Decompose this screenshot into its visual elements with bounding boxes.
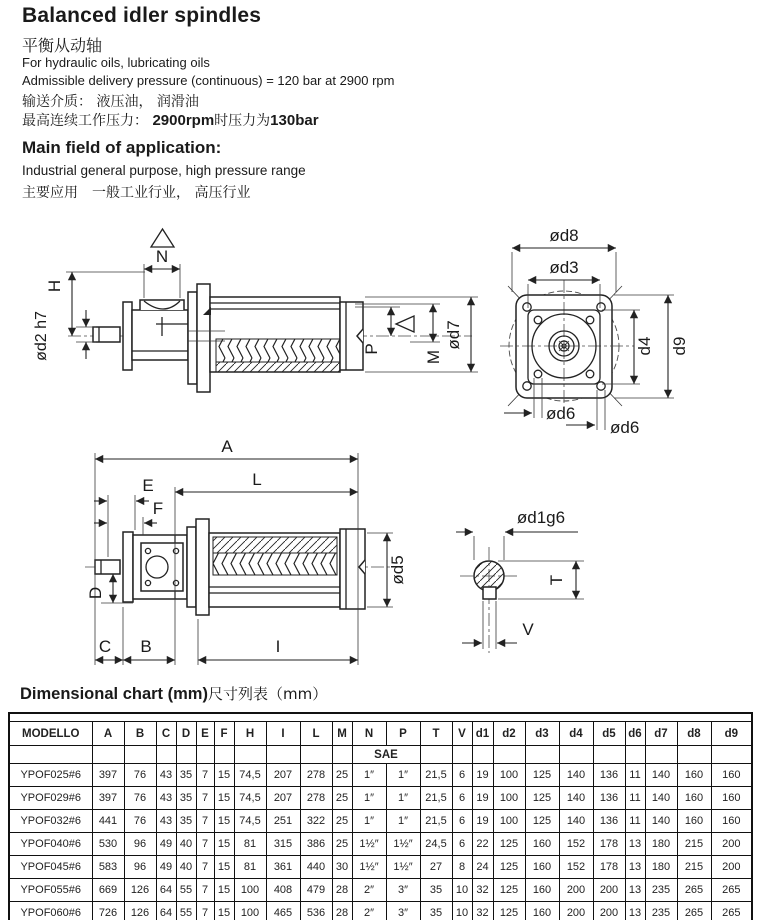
- col-header-f: F: [214, 722, 234, 746]
- value-cell: 13: [625, 833, 645, 856]
- value-cell: 160: [711, 764, 752, 787]
- value-cell: 35: [176, 764, 196, 787]
- mount-flange-plate1: [188, 292, 197, 384]
- value-cell: 13: [625, 902, 645, 920]
- value-cell: 6: [452, 787, 472, 810]
- value-cell: 76: [124, 764, 156, 787]
- dim-label-d6-left: ød6: [546, 404, 576, 423]
- value-cell: 440: [300, 856, 332, 879]
- value-cell: 6: [452, 764, 472, 787]
- chart-title-zh: 尺寸列表（mm）: [207, 685, 328, 703]
- value-cell: 10: [452, 902, 472, 920]
- value-cell: 15: [214, 810, 234, 833]
- value-cell: 397: [92, 764, 124, 787]
- table-row: [9, 833, 752, 856]
- value-cell: 22: [472, 833, 493, 856]
- value-cell: 49: [156, 833, 176, 856]
- value-cell: 2″: [352, 879, 386, 902]
- model-cell: YPOF055#6: [9, 879, 92, 902]
- value-cell: 140: [645, 764, 677, 787]
- value-cell: 27: [420, 856, 452, 879]
- application-heading: Main field of application:: [22, 138, 222, 157]
- dim-label-l: L: [252, 470, 262, 489]
- front-plate: [123, 302, 132, 370]
- value-cell: 278: [300, 787, 332, 810]
- value-cell: 15: [214, 764, 234, 787]
- value-cell: 21,5: [420, 764, 452, 787]
- value-cell: 726: [92, 902, 124, 920]
- value-cell: 15: [214, 856, 234, 879]
- value-cell: 28: [332, 902, 352, 920]
- value-cell: 251: [266, 810, 300, 833]
- subheader-cell: [525, 746, 559, 764]
- value-cell: 19: [472, 787, 493, 810]
- model-cell: YPOF045#6: [9, 856, 92, 879]
- subheader-cell: [234, 746, 266, 764]
- value-cell: 265: [711, 879, 752, 902]
- pressure-rpm-value: 2900rpm: [152, 112, 215, 129]
- model-cell: YPOF040#6: [9, 833, 92, 856]
- dim-label-v: V: [522, 620, 534, 639]
- page-title-zh: 平衡从动轴: [22, 36, 103, 55]
- col-header-d1: d1: [472, 722, 493, 746]
- value-cell: 40: [176, 856, 196, 879]
- value-cell: 49: [156, 856, 176, 879]
- value-cell: 7: [196, 879, 214, 902]
- value-cell: 125: [525, 764, 559, 787]
- col-header-b: B: [124, 722, 156, 746]
- value-cell: 265: [677, 902, 711, 920]
- value-cell: 13: [625, 879, 645, 902]
- value-cell: 100: [234, 879, 266, 902]
- shaft-section-drawing: [448, 493, 653, 658]
- mount-flange-plate2: [196, 519, 209, 615]
- dim-label-d1: ød1g6: [516, 508, 566, 527]
- value-cell: 160: [677, 810, 711, 833]
- value-cell: 140: [559, 810, 593, 833]
- value-cell: 7: [196, 856, 214, 879]
- value-cell: 178: [593, 833, 625, 856]
- description-media-zh: 输送介质： 液压油， 润滑油: [22, 94, 199, 110]
- value-cell: 160: [525, 856, 559, 879]
- value-cell: 265: [677, 879, 711, 902]
- port-block: [141, 543, 183, 591]
- value-cell: 24: [472, 856, 493, 879]
- value-cell: 3″: [386, 879, 420, 902]
- value-cell: 200: [593, 879, 625, 902]
- value-cell: 1″: [352, 787, 386, 810]
- col-header-m: M: [332, 722, 352, 746]
- flange-view-drawing: [488, 222, 753, 440]
- col-header-d: D: [176, 722, 196, 746]
- col-header-c: C: [156, 722, 176, 746]
- subheader-cell: [92, 746, 124, 764]
- col-header-d5: d5: [593, 722, 625, 746]
- value-cell: 152: [559, 833, 593, 856]
- value-cell: 1″: [386, 810, 420, 833]
- col-header-i: I: [266, 722, 300, 746]
- value-cell: 35: [420, 902, 452, 920]
- col-header-d6: d6: [625, 722, 645, 746]
- screw-hatch: [213, 537, 337, 553]
- value-cell: 43: [156, 764, 176, 787]
- pressure-zh-mid: 时压力为: [214, 113, 271, 129]
- value-cell: 125: [525, 787, 559, 810]
- col-header-h: H: [234, 722, 266, 746]
- value-cell: 7: [196, 764, 214, 787]
- col-header-a: A: [92, 722, 124, 746]
- dimension-table: [8, 712, 753, 920]
- value-cell: 315: [266, 833, 300, 856]
- subheader-cell: [420, 746, 452, 764]
- key: [483, 587, 496, 599]
- model-cell: YPOF029#6: [9, 787, 92, 810]
- col-header-d2: d2: [493, 722, 525, 746]
- value-cell: 1″: [386, 764, 420, 787]
- table-subheader-row: [9, 746, 752, 764]
- value-cell: 441: [92, 810, 124, 833]
- value-cell: 13: [625, 856, 645, 879]
- value-cell: 76: [124, 810, 156, 833]
- subheader-cell: [9, 746, 92, 764]
- value-cell: 160: [677, 787, 711, 810]
- value-cell: 55: [176, 902, 196, 920]
- value-cell: 136: [593, 764, 625, 787]
- dim-label-a: A: [221, 437, 233, 456]
- dim-label-d9: d9: [670, 336, 689, 356]
- value-cell: 11: [625, 810, 645, 833]
- model-cell: YPOF032#6: [9, 810, 92, 833]
- length-view-drawing: [85, 437, 445, 669]
- chart-heading: [20, 683, 327, 704]
- value-cell: 160: [525, 879, 559, 902]
- value-cell: 125: [493, 833, 525, 856]
- value-cell: 15: [214, 833, 234, 856]
- dim-label-d3: ød3: [549, 258, 579, 277]
- value-cell: 1½″: [386, 833, 420, 856]
- value-cell: 1″: [352, 764, 386, 787]
- value-cell: 96: [124, 856, 156, 879]
- value-cell: 180: [645, 856, 677, 879]
- dim-label-d4: d4: [635, 336, 654, 356]
- subheader-cell: [176, 746, 196, 764]
- value-cell: 6: [452, 833, 472, 856]
- value-cell: 11: [625, 764, 645, 787]
- col-header-d8: d8: [677, 722, 711, 746]
- table-row: [9, 764, 752, 787]
- sae-cell: SAE: [352, 746, 420, 764]
- dim-label-i: I: [275, 637, 281, 656]
- value-cell: 15: [214, 902, 234, 920]
- application-line: Industrial general purpose, high pressure range: [22, 163, 306, 178]
- value-cell: 55: [176, 879, 196, 902]
- dim-label-d: D: [86, 586, 105, 600]
- value-cell: 265: [711, 902, 752, 920]
- mount-flange-plate2: [197, 284, 210, 392]
- spacer-cell: [9, 713, 752, 722]
- value-cell: 7: [196, 833, 214, 856]
- pump-body: [132, 310, 188, 360]
- value-cell: 81: [234, 833, 266, 856]
- value-cell: 8: [452, 856, 472, 879]
- dim-label-e: E: [142, 476, 154, 495]
- dim-label-d8: ød8: [549, 226, 579, 245]
- subheader-cell: [196, 746, 214, 764]
- screw-herringbone: [213, 553, 337, 575]
- side-view-drawing: [10, 220, 480, 410]
- col-header-n: N: [352, 722, 386, 746]
- col-header-d9: d9: [711, 722, 752, 746]
- value-cell: 215: [677, 833, 711, 856]
- value-cell: 1″: [386, 787, 420, 810]
- value-cell: 200: [711, 856, 752, 879]
- value-cell: 10: [452, 879, 472, 902]
- value-cell: 140: [645, 787, 677, 810]
- dim-label-c: C: [98, 637, 112, 656]
- value-cell: 669: [92, 879, 124, 902]
- col-header-d3: d3: [525, 722, 559, 746]
- value-cell: 21,5: [420, 787, 452, 810]
- value-cell: 235: [645, 902, 677, 920]
- value-cell: 160: [677, 764, 711, 787]
- dim-label-d5: ød5: [388, 555, 407, 585]
- value-cell: 3″: [386, 902, 420, 920]
- value-cell: 215: [677, 856, 711, 879]
- value-cell: 100: [493, 810, 525, 833]
- subheader-cell: [266, 746, 300, 764]
- input-shaft: [95, 560, 120, 574]
- value-cell: 74,5: [234, 764, 266, 787]
- value-cell: 1″: [352, 810, 386, 833]
- value-cell: 35: [176, 810, 196, 833]
- table-row: [9, 856, 752, 879]
- value-cell: 397: [92, 787, 124, 810]
- value-cell: 140: [645, 810, 677, 833]
- value-cell: 278: [300, 764, 332, 787]
- value-cell: 21,5: [420, 810, 452, 833]
- value-cell: 76: [124, 787, 156, 810]
- front-plate: [123, 532, 133, 602]
- value-cell: 32: [472, 902, 493, 920]
- description-oils: For hydraulic oils, lubricating oils: [22, 55, 210, 70]
- value-cell: 126: [124, 902, 156, 920]
- model-cell: YPOF025#6: [9, 764, 92, 787]
- value-cell: 583: [92, 856, 124, 879]
- col-header-v: V: [452, 722, 472, 746]
- value-cell: 7: [196, 810, 214, 833]
- value-cell: 35: [176, 787, 196, 810]
- value-cell: 125: [525, 810, 559, 833]
- value-cell: 19: [472, 764, 493, 787]
- col-header-p: P: [386, 722, 420, 746]
- value-cell: 235: [645, 879, 677, 902]
- value-cell: 96: [124, 833, 156, 856]
- value-cell: 200: [711, 833, 752, 856]
- value-cell: 40: [176, 833, 196, 856]
- value-cell: 152: [559, 856, 593, 879]
- col-header-modello: MODELLO: [9, 722, 92, 746]
- value-cell: 64: [156, 902, 176, 920]
- value-cell: 43: [156, 810, 176, 833]
- value-cell: 24,5: [420, 833, 452, 856]
- value-cell: 2″: [352, 902, 386, 920]
- value-cell: 43: [156, 787, 176, 810]
- value-cell: 100: [234, 902, 266, 920]
- col-header-l: L: [300, 722, 332, 746]
- input-shaft: [93, 327, 120, 342]
- value-cell: 200: [593, 902, 625, 920]
- value-cell: 1½″: [386, 856, 420, 879]
- value-cell: 160: [711, 810, 752, 833]
- subheader-cell: [156, 746, 176, 764]
- value-cell: 1½″: [352, 833, 386, 856]
- subheader-cell: [214, 746, 234, 764]
- subheader-cell: [559, 746, 593, 764]
- value-cell: 140: [559, 764, 593, 787]
- value-cell: 100: [493, 787, 525, 810]
- value-cell: 140: [559, 787, 593, 810]
- value-cell: 81: [234, 856, 266, 879]
- dim-label-h: H: [45, 279, 64, 293]
- subheader-cell: [472, 746, 493, 764]
- value-cell: 32: [472, 879, 493, 902]
- subheader-cell: [300, 746, 332, 764]
- subheader-cell: [677, 746, 711, 764]
- dim-label-n: N: [155, 247, 169, 266]
- surface-finish-icon: [396, 316, 414, 332]
- dim-label-t: T: [547, 574, 566, 586]
- dim-label-d2: ød2 h7: [33, 311, 50, 361]
- chart-title: Dimensional chart (mm): [20, 685, 208, 703]
- value-cell: 100: [493, 764, 525, 787]
- description-pressure-zh: [22, 110, 319, 130]
- value-cell: 386: [300, 833, 332, 856]
- value-cell: 322: [300, 810, 332, 833]
- value-cell: 15: [214, 879, 234, 902]
- value-cell: 200: [559, 879, 593, 902]
- value-cell: 136: [593, 787, 625, 810]
- value-cell: 479: [300, 879, 332, 902]
- subheader-cell: [625, 746, 645, 764]
- value-cell: 7: [196, 902, 214, 920]
- value-cell: 74,5: [234, 810, 266, 833]
- value-cell: 15: [214, 787, 234, 810]
- subheader-cell: [332, 746, 352, 764]
- model-cell: YPOF060#6: [9, 902, 92, 920]
- dim-label-f: F: [152, 499, 164, 518]
- value-cell: 180: [645, 833, 677, 856]
- value-cell: 207: [266, 787, 300, 810]
- value-cell: 7: [196, 787, 214, 810]
- dim-label-b: B: [140, 637, 152, 656]
- value-cell: 200: [559, 902, 593, 920]
- table-row: [9, 879, 752, 902]
- surface-finish-icon: [151, 229, 174, 247]
- value-cell: 25: [332, 810, 352, 833]
- value-cell: 160: [711, 787, 752, 810]
- dim-label-m: M: [424, 349, 443, 365]
- screw-hatch: [216, 362, 340, 372]
- value-cell: 465: [266, 902, 300, 920]
- value-cell: 25: [332, 764, 352, 787]
- subheader-cell: [124, 746, 156, 764]
- value-cell: 160: [525, 833, 559, 856]
- value-cell: 11: [625, 787, 645, 810]
- subheader-cell: [645, 746, 677, 764]
- value-cell: 408: [266, 879, 300, 902]
- description-pressure: Admissible delivery pressure (continuous) = 120 bar at 2900 rpm: [22, 73, 395, 88]
- value-cell: 64: [156, 879, 176, 902]
- table-header-row: [9, 722, 752, 746]
- value-cell: 1½″: [352, 856, 386, 879]
- value-cell: 28: [332, 879, 352, 902]
- value-cell: 160: [525, 902, 559, 920]
- table-row: [9, 787, 752, 810]
- screw-herringbone: [216, 339, 340, 362]
- table-row: [9, 810, 752, 833]
- value-cell: 19: [472, 810, 493, 833]
- subheader-cell: [452, 746, 472, 764]
- value-cell: 6: [452, 810, 472, 833]
- subheader-cell: [593, 746, 625, 764]
- value-cell: 136: [593, 810, 625, 833]
- value-cell: 125: [493, 856, 525, 879]
- page-title: Balanced idler spindles: [22, 4, 262, 27]
- value-cell: 207: [266, 764, 300, 787]
- dim-label-d6-right: ød6: [610, 418, 640, 437]
- table-row: [9, 902, 752, 920]
- value-cell: 25: [332, 833, 352, 856]
- value-cell: 25: [332, 787, 352, 810]
- value-cell: 361: [266, 856, 300, 879]
- application-line-zh: 主要应用 一般工业行业， 高压行业: [22, 185, 251, 201]
- col-header-e: E: [196, 722, 214, 746]
- value-cell: 126: [124, 879, 156, 902]
- pressure-bar-value: 130bar: [270, 112, 319, 129]
- col-header-d7: d7: [645, 722, 677, 746]
- dim-label-p: P: [362, 343, 381, 355]
- mount-flange-plate1: [187, 527, 196, 607]
- value-cell: 178: [593, 856, 625, 879]
- value-cell: 125: [493, 902, 525, 920]
- value-cell: 536: [300, 902, 332, 920]
- value-cell: 530: [92, 833, 124, 856]
- value-cell: 30: [332, 856, 352, 879]
- pressure-zh-prefix: 最高连续工作压力：: [22, 113, 153, 129]
- value-cell: 74,5: [234, 787, 266, 810]
- col-header-d4: d4: [559, 722, 593, 746]
- col-header-t: T: [420, 722, 452, 746]
- value-cell: 35: [420, 879, 452, 902]
- value-cell: 125: [493, 879, 525, 902]
- dim-label-d7: ød7: [444, 320, 463, 350]
- subheader-cell: [493, 746, 525, 764]
- table-spacer-row: [9, 713, 752, 722]
- subheader-cell: [711, 746, 752, 764]
